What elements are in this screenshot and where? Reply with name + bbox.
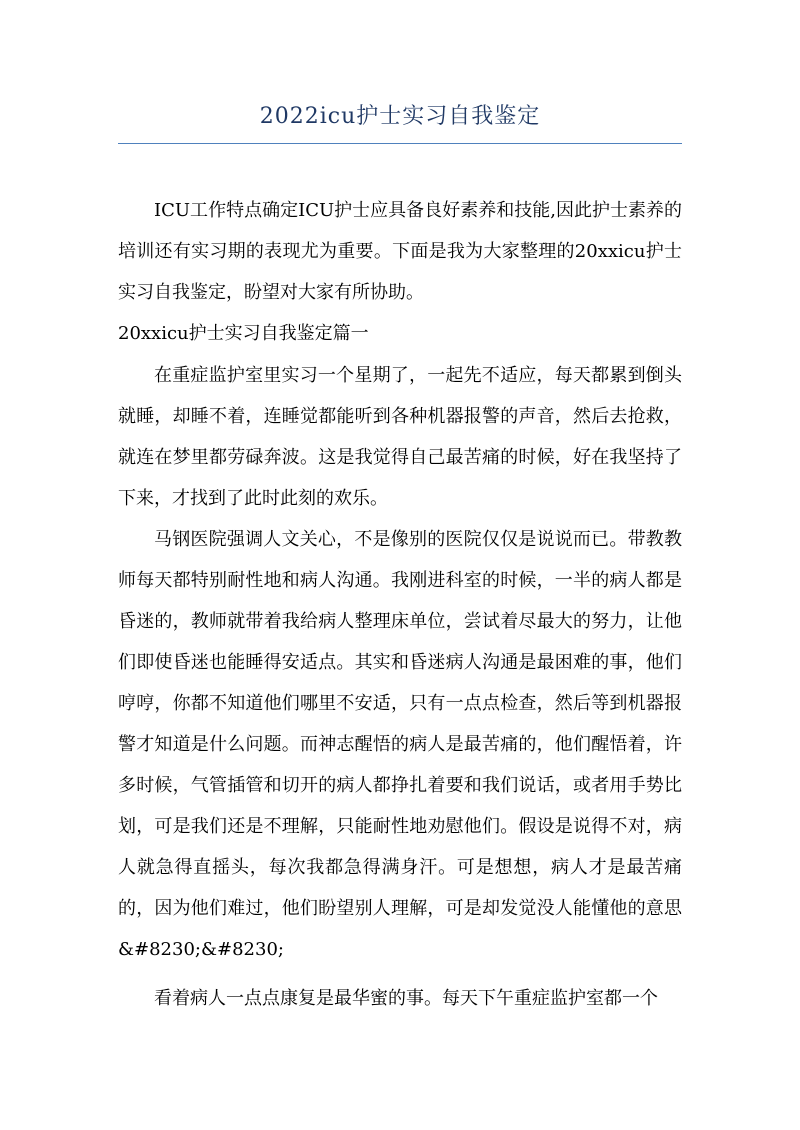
body-paragraph-3: 看着病人一点点康复是最华蜜的事。每天下午重症监护室都一个 bbox=[154, 988, 658, 1009]
document-title: 2022icu护士实习自我鉴定 bbox=[259, 104, 541, 129]
document-body bbox=[118, 190, 682, 1019]
body-paragraph-2: 马钢医院强调人文关心，不是像别的医院仅仅是说说而已。带教教师每天都特别耐性地和病人沟通。我刚进科室的时候，一半的病人都是昏迷的，教师就带着我给病人整理床单位，尝试着尽最大的努力，让他们即使昏迷也能睡得安适点。其实和昏迷病人沟通是最困难的事，他们哼哼，你都不知道他们哪里不安适，只有一点点检查，然后等到机器报警才知道是什么问题。而神志醒悟的病人是最苦痛的，他们醒悟着，许多时候，气管插管和切开的病人都挣扎着要和我们说话，或者用手势比划，可是我们还是不理解，只能耐性地劝慰他们。假设是说得不对，病人就急得直摇头，每次我都急得满身汗。可是想想，病人才是最苦痛的，因为他们难过，他们盼望别人理解，可是却发觉没人能懂他的意思&#8230;&#8230; bbox=[118, 529, 682, 960]
title-underline bbox=[118, 143, 682, 144]
section-heading: 20xxicu护士实习自我鉴定篇一 bbox=[118, 323, 369, 344]
intro-paragraph: ICU工作特点确定ICU护士应具备良好素养和技能,因此护士素养的培训还有实习期的表现尤为重要。下面是我为大家整理的20xxicu护士实习自我鉴定，盼望对大家有所协助。 bbox=[118, 200, 682, 303]
body-paragraph-1: 在重症监护室里实习一个星期了，一起先不适应，每天都累到倒头就睡，却睡不着，连睡觉都能听到各种机器报警的声音，然后去抢救，就连在梦里都劳碌奔波。这是我觉得自己最苦痛的时候，好在我坚持了下来，才找到了此时此刻的欢乐。 bbox=[118, 365, 682, 509]
